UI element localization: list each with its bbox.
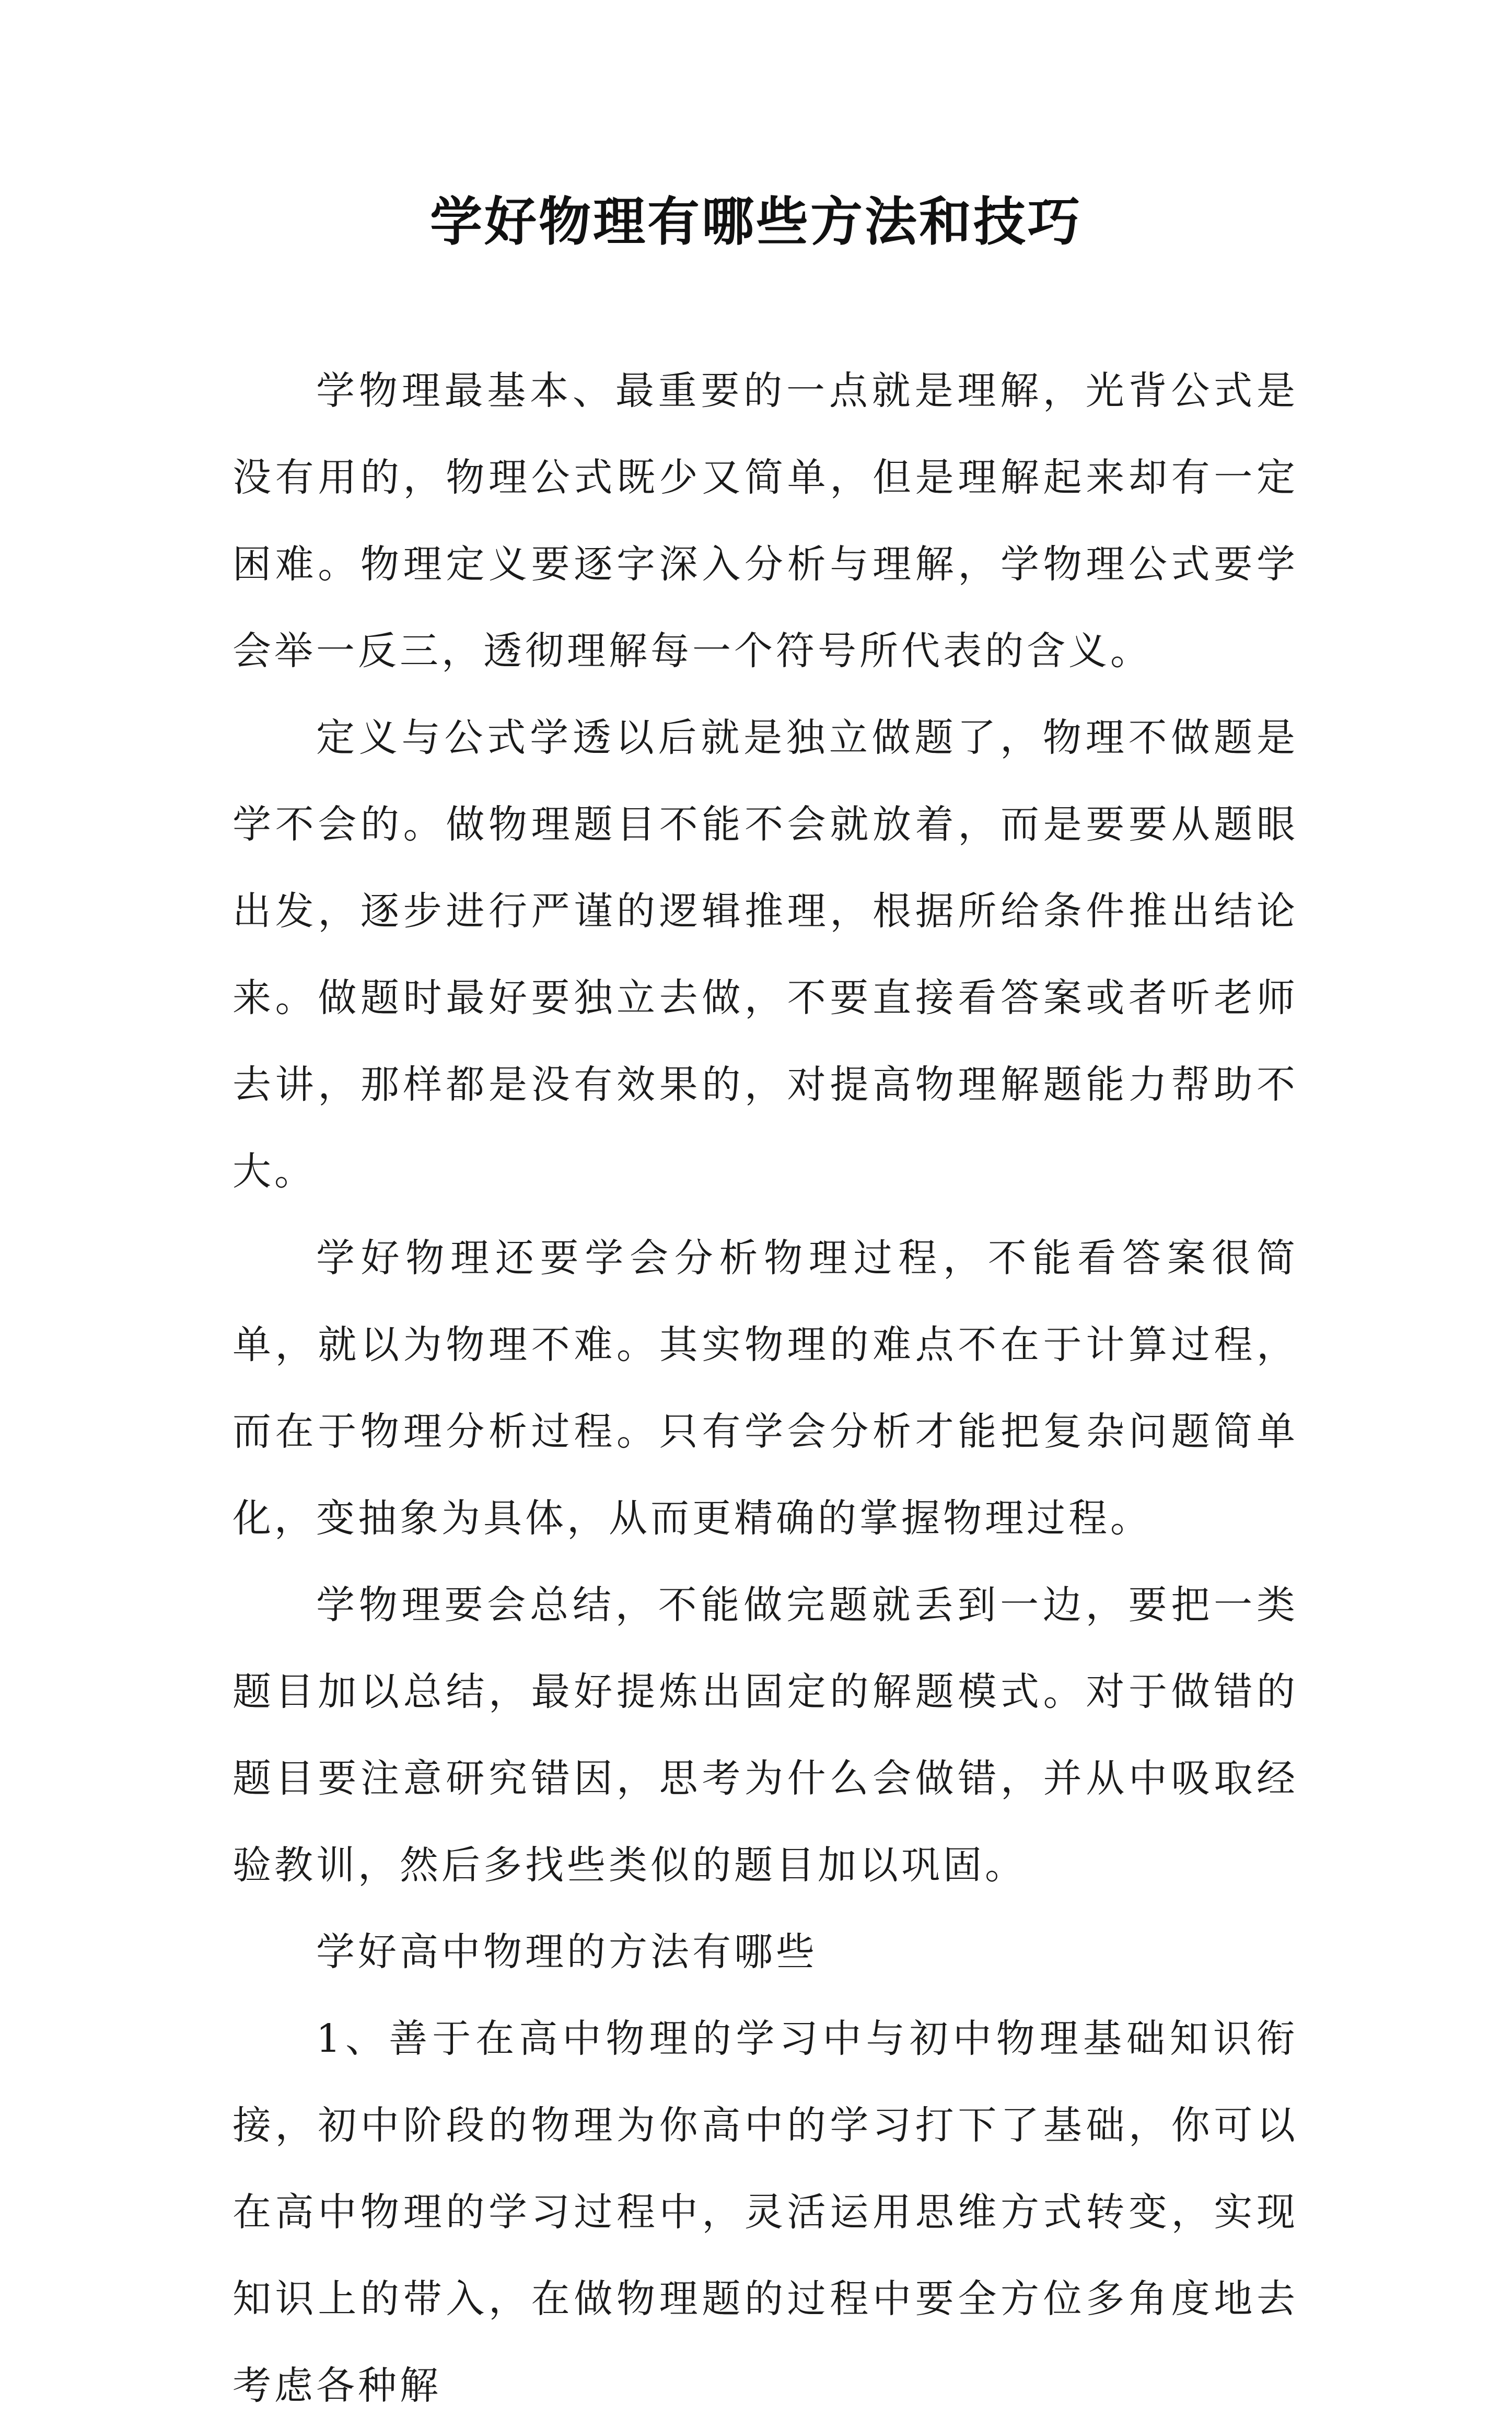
paragraph-point-1: 1、善于在高中物理的学习中与初中物理基础知识衔接，初中阶段的物理为你高中的学习打下了基础，你可以在高中物理的学习过程中，灵活运用思维方式转变，实现知识上的带入，在做物理题的过程中要全方位多角度地去考虑各种解 — [232, 2016, 1298, 2408]
paragraph-practice: 定义与公式学透以后就是独立做题了，物理不做题是学不会的。做物理题目不能不会就放着，而是要要从题眼出发，逐步进行严谨的逻辑推理，根据所给条件推出结论来。做题时最好要独立去做，不要直接看答案或者听老师去讲，那样都是没有效果的，对提高物理解题能力帮助不大。 — [232, 715, 1298, 1194]
document-body — [232, 347, 1298, 2429]
paragraph-understanding: 学物理最基本、最重要的一点就是理解，光背公式是没有用的，物理公式既少又简单，但是理解起来却有一定困难。物理定义要逐字深入分析与理解，学物理公式要学会举一反三，透彻理解每一个符号所代表的含义。 — [232, 368, 1298, 673]
section-heading-high-school-methods: 学好高中物理的方法有哪些 — [316, 1930, 818, 1974]
document-title: 学好物理有哪些方法和技巧 — [430, 191, 1082, 252]
paragraph-analysis: 学好物理还要学会分析物理过程，不能看答案很简单，就以为物理不难。其实物理的难点不在于计算过程，而在于物理分析过程。只有学会分析才能把复杂问题简单化，变抽象为具体，从而更精确的掌握物理过程。 — [232, 1236, 1298, 1541]
paragraph-summary: 学物理要会总结，不能做完题就丢到一边，要把一类题目加以总结，最好提炼出固定的解题模式。对于做错的题目要注意研究错因，思考为什么会做错，并从中吸取经验教训，然后多找些类似的题目加以巩固。 — [232, 1583, 1298, 1888]
